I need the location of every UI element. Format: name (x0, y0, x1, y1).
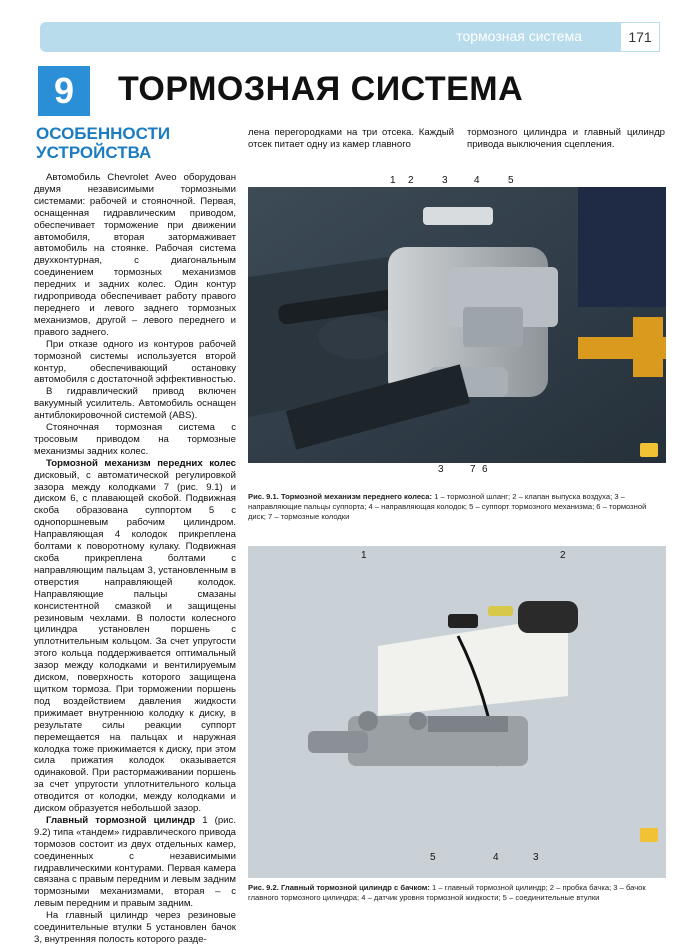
inline-heading: Главный тормозной цилиндр (46, 814, 196, 826)
paragraph: Автомобиль Chevrolet Aveo оборудован двумя независимыми тормозными системами: рабочей и стояночной. Первая, оснащенная гидравлическим приводом, обеспечивает торможение при движении автомобиля, вторая затормаживает автомобиль на стоянке. Рабочая система двухконтурная, с диагональным соединением тормозных механизмов передних и задних колес. Один контур гидропривода обеспечивает работу правого переднего и левого заднего тормозных механизмов, другой – левого переднего и правого заднего. (34, 172, 236, 338)
text-column-1 (34, 172, 236, 946)
callout-label: 3 (533, 852, 539, 863)
master-cylinder-illustration (248, 546, 666, 878)
callout-label: 3 (438, 464, 444, 475)
figure-caption (248, 883, 666, 903)
car-icon (640, 828, 658, 842)
paragraph: тормозного цилиндра и главный цилиндр привода выключения сцепления. (467, 127, 665, 150)
brake-caliper-illustration (248, 187, 666, 463)
caption-title: Рис. 9.1. Тормозной механизм переднего колеса: (248, 492, 433, 501)
text-column-2 (248, 127, 454, 151)
paragraph: При отказе одного из контуров рабочей тормозной системы используется второй контур, обеспечивающий остановку автомобиля с достаточной эффективностью. (34, 338, 236, 386)
caption-title: Рис. 9.2. Главный тормозной цилиндр с бачком: (248, 883, 430, 892)
callout-label: 5 (430, 852, 436, 863)
caption-text: 1 – тормозной шланг; 2 – клапан выпуска воздуха; 3 – направляющие пальцы суппорта; 4 – направляющая колодок; 5 – суппорт тормозного механизма; 6 – тормозной диск; 7 – тормозные колодки (248, 492, 647, 521)
paragraph (34, 815, 236, 910)
callout-label: 3 (442, 175, 448, 186)
caption-text: 1 – главный тормозной цилиндр; 2 – пробка бачка; 3 – бачок главного тормозного цилиндра; 4 – датчик уровня тормозной жидкости; 5 – соединительные втулки (248, 883, 646, 902)
figure-caption (248, 492, 666, 522)
paragraph: лена перегородками на три отсека. Каждый отсек питает одну из камер главного (248, 127, 454, 150)
page-header-bar (40, 22, 660, 52)
callout-label: 1 (361, 550, 367, 561)
paragraph: В гидравлический привод включен вакуумный усилитель. Автомобиль оснащен антиблокировочной системой (ABS). (34, 386, 236, 422)
paragraph (34, 458, 236, 815)
paragraph: Стояночная тормозная система с тросовым приводом на тормозные механизмы задних колес. (34, 422, 236, 457)
callout-label: 4 (474, 175, 480, 186)
text-column-3 (467, 127, 665, 151)
callout-label: 4 (493, 852, 499, 863)
car-icon (640, 443, 658, 457)
paragraph-text: 1 (рис. 9.2) типа «тандем» гидравлического привода тормозов состоит из двух отдельных камер, соединенных с независимыми гидравлическими контурами. Первая камера связана с правым передним и левым задним тормозными механизмами, вторая – с левым передним и правым задним. (34, 814, 237, 910)
paragraph-text: дисковый, с автоматической регулировкой зазора между колодками 7 (рис. 9.1) и диском 6, с плавающей скобой. Подвижная скоба образована суппортом 5 с однопоршневым рабочим цилиндром. Направляющая 4 колодок прикреплена болтами к поворотному кулаку. Подвижная скоба прикреплена болтами с направляющим пальцам 3, установленным в отверстия направляющей колодок. Направляющие пальцы смазаны консистентной смазкой и защищены резиновым чехлами. В полости колесного цилиндра установлен поршень с уплотнительным кольцом. За счет упругости этого кольца поддерживается оптимальный зазор между колодками и вентилируемым диском, поверхность которого защищена щитком тормоза. При торможении поршень под воздействием давления жидкости прижимает внутреннюю колодку к диску, в результате силы реакции суппорт перемещается на пальцах и наружная колодка тоже прижимается к диску, при этом сила прижатия колодок оказывается одинаковой. При растормаживании поршень за счет упругости уплотнительного кольца отводится от колодки, между колодками и диском образуется небольшой зазор. (34, 469, 236, 815)
page-number: 171 (620, 22, 660, 52)
callout-label: 5 (508, 175, 514, 186)
callout-label: 2 (408, 175, 414, 186)
section-heading: ОСОБЕННОСТИ УСТРОЙСТВА (36, 124, 171, 162)
chapter-title: ТОРМОЗНАЯ СИСТЕМА (118, 70, 524, 108)
callout-label: 7 (470, 464, 476, 475)
inline-heading: Тормозной механизм передних колес (46, 457, 236, 469)
callout-label: 6 (482, 464, 488, 475)
figure-brake-mechanism-photo (248, 175, 666, 463)
chapter-number: 9 (38, 66, 90, 116)
running-title: тормозная система (456, 28, 582, 44)
figure-master-cylinder-photo (248, 546, 666, 878)
paragraph: На главный цилиндр через резиновые соединительные втулки 5 установлен бачок 3, внутренняя полость которого разде- (34, 910, 236, 945)
callout-label: 2 (560, 550, 566, 561)
callout-label: 1 (390, 175, 396, 186)
